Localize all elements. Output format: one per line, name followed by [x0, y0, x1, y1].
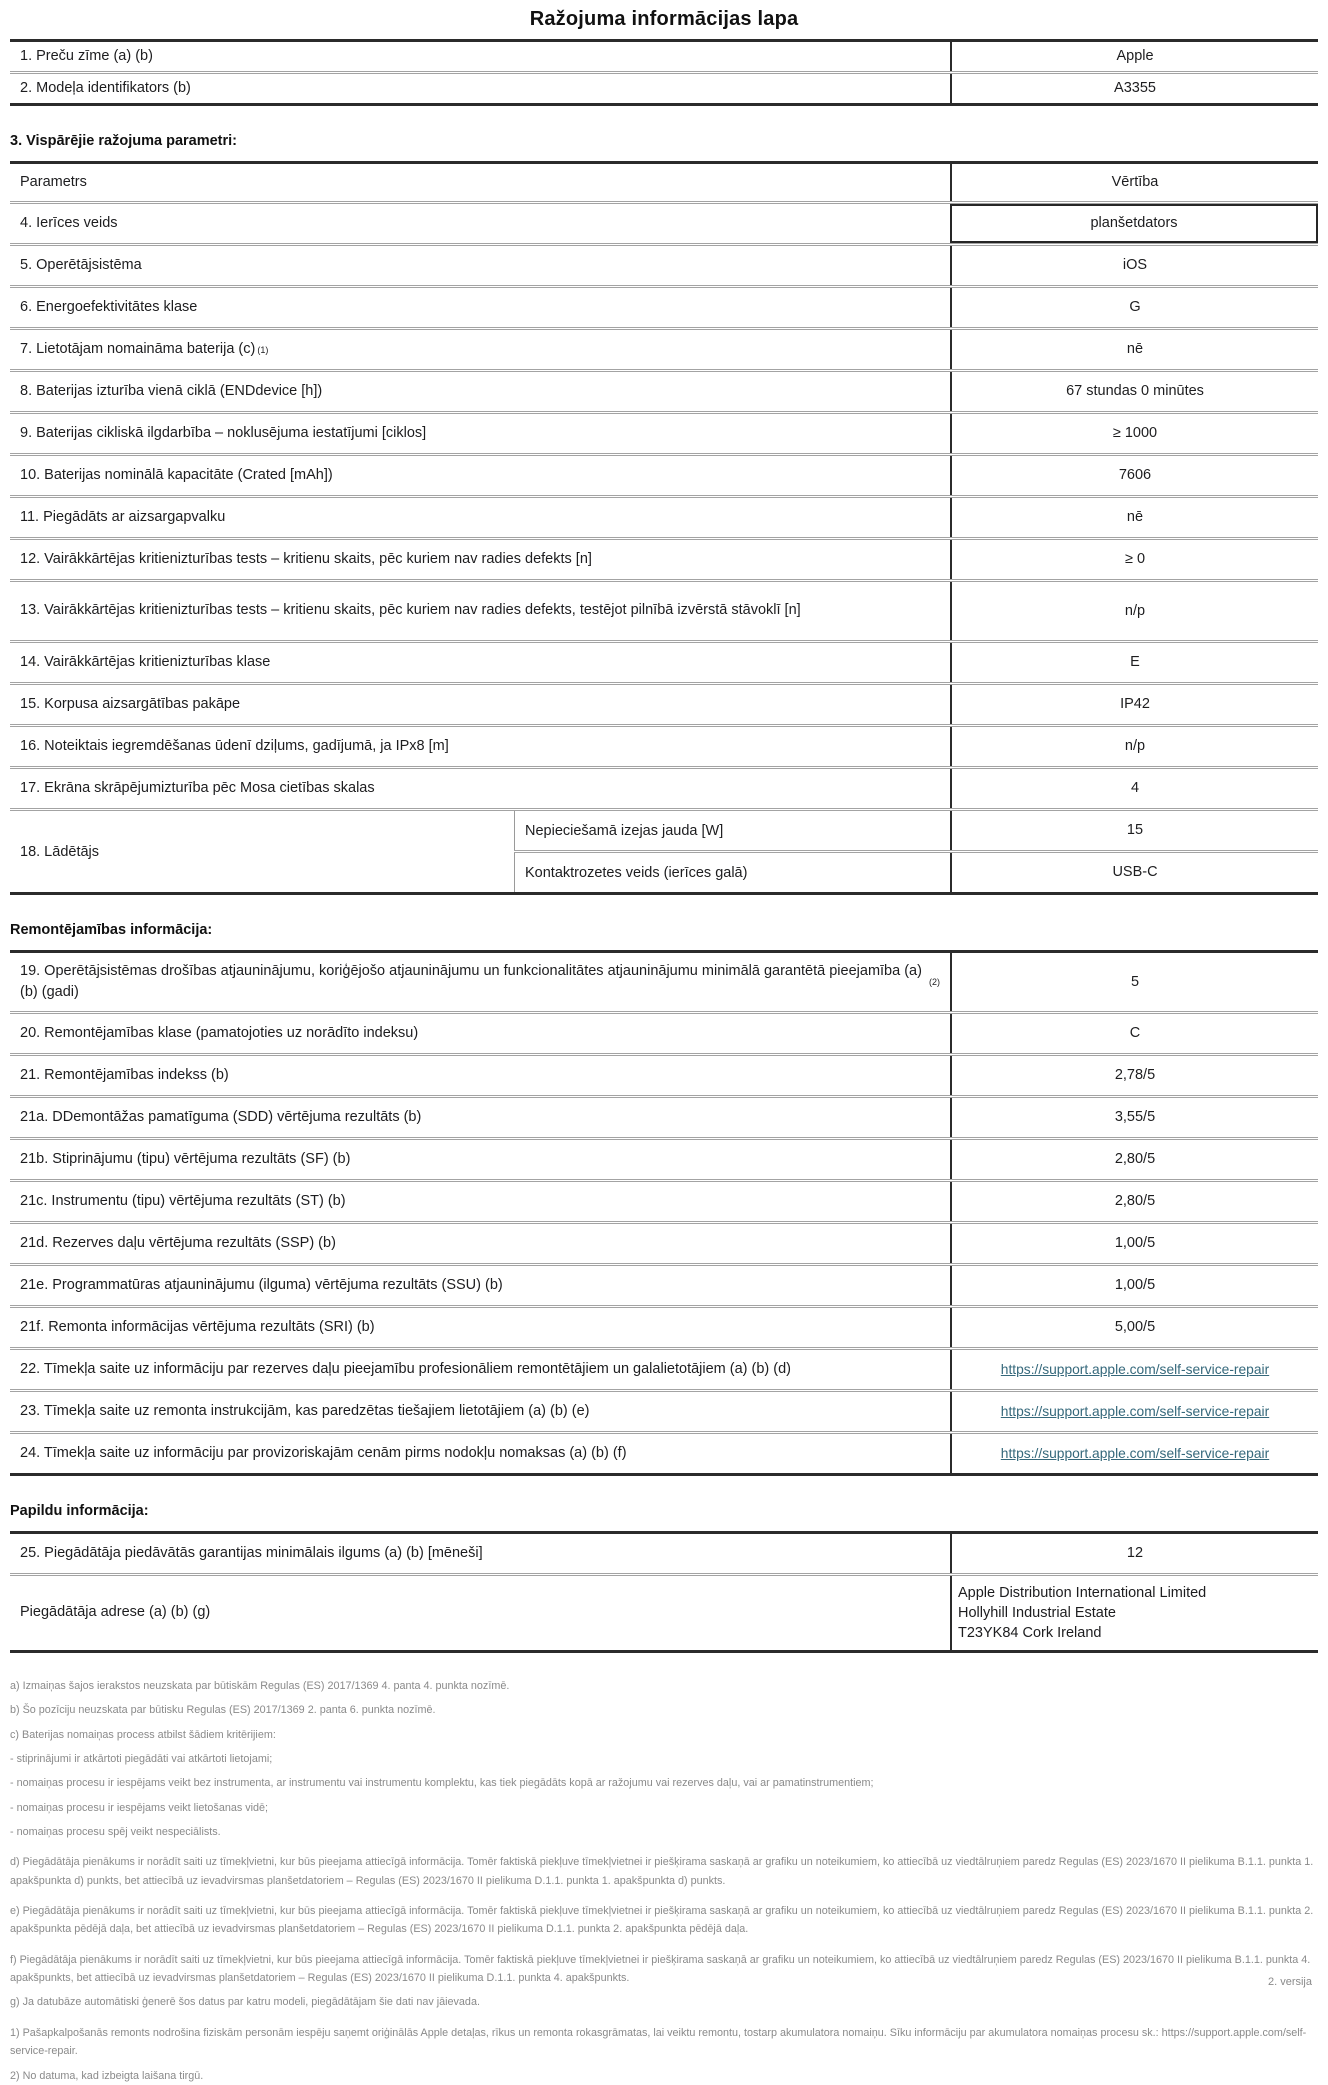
row-label-text: 1. Preču zīme (a) (b) — [20, 47, 153, 64]
general-parameters-table — [10, 161, 1318, 895]
row-label-text: 6. Energoefektivitātes klase — [20, 298, 198, 315]
row-value: 2,80/5 — [950, 1140, 1318, 1179]
table-row — [10, 808, 1318, 892]
row-label-text: 8. Baterijas izturība vienā ciklā (ENDdevice [h]) — [20, 382, 323, 399]
column-header-vertiba: Vērtība — [950, 164, 1318, 201]
row-label-text: 4. Ierīces veids — [20, 214, 118, 231]
charger-subrows — [514, 811, 1318, 892]
column-header-text: Parametrs — [20, 173, 87, 190]
row-label — [10, 727, 950, 766]
table-header-row — [10, 164, 1318, 201]
additional-info-table — [10, 1531, 1318, 1653]
repairability-table — [10, 950, 1318, 1476]
address-line: Apple Distribution International Limited — [958, 1585, 1207, 1601]
row-label — [10, 1350, 950, 1389]
column-header-parametrs — [10, 164, 950, 201]
table-row — [10, 953, 1318, 1011]
row-label — [10, 1576, 950, 1650]
row-value: 7606 — [950, 456, 1318, 495]
table-row — [10, 495, 1318, 537]
footnote: - nomaiņas procesu ir iespējams veikt lietošanas vidē; — [10, 1801, 269, 1814]
row-label — [10, 74, 950, 103]
table-row — [10, 369, 1318, 411]
row-label — [10, 1392, 950, 1431]
table-row — [10, 1263, 1318, 1305]
row-label — [10, 643, 950, 682]
row-value: Apple — [950, 42, 1318, 71]
table-row — [10, 1573, 1318, 1650]
section-heading-repairability: Remontējamības informācija: — [10, 922, 213, 938]
row-label — [10, 1056, 950, 1095]
page-title: Ražojuma informācijas lapa — [529, 8, 799, 30]
row-value: 3,55/5 — [950, 1098, 1318, 1137]
row-label — [10, 1182, 950, 1221]
footnote: g) Ja datubāze automātiski ģenerē šos datus par katru modeli, piegādātājam šie dati nav jāievada. — [10, 1996, 480, 2009]
row-label-text: 7. Lietotājam nomaināma baterija (c) — [20, 340, 256, 357]
row-value: G — [950, 288, 1318, 327]
row-value: ≥ 0 — [950, 540, 1318, 579]
row-label — [10, 582, 950, 640]
charger-subrow — [514, 850, 1318, 892]
row-value: 2,78/5 — [950, 1056, 1318, 1095]
row-label — [10, 372, 950, 411]
row-label-text: 14. Vairākkārtējas kritienizturības klase — [20, 653, 271, 670]
table-row — [10, 1534, 1318, 1573]
row-label — [10, 685, 950, 724]
row-value: IP42 — [950, 685, 1318, 724]
row-value: iOS — [950, 246, 1318, 285]
version-note: 2. versija — [1267, 1976, 1312, 1988]
table-row — [10, 1011, 1318, 1053]
table-row — [10, 766, 1318, 808]
section-heading-general: 3. Vispārējie ražojuma parametri: — [10, 133, 238, 149]
row-label-text: 9. Baterijas cikliskā ilgdarbība – noklusējuma iestatījumi [ciklos] — [20, 424, 427, 441]
row-value: n/p — [950, 582, 1318, 640]
table-row — [10, 537, 1318, 579]
row-value — [950, 1576, 1318, 1650]
table-row — [10, 1053, 1318, 1095]
table-row — [10, 71, 1318, 103]
table-row — [10, 243, 1318, 285]
row-label-text: 21e. Programmatūras atjauninājumu (ilguma) vērtējuma rezultāts (SSU) (b) — [20, 1276, 503, 1293]
row-label — [10, 1308, 950, 1347]
subrow-label: Kontaktrozetes veids (ierīces galā) — [514, 853, 950, 892]
row-value — [950, 1392, 1318, 1431]
footnote: c) Baterijas nomaiņas process atbilst šādiem kritērijiem: — [10, 1728, 276, 1741]
row-label — [10, 42, 950, 71]
table-row — [10, 1137, 1318, 1179]
table-row — [10, 285, 1318, 327]
row-value: 1,00/5 — [950, 1266, 1318, 1305]
row-label — [10, 1266, 950, 1305]
table-row — [10, 1347, 1318, 1389]
row-label — [10, 1434, 950, 1473]
table-row — [10, 453, 1318, 495]
table-row — [10, 327, 1318, 369]
row-label-text: 15. Korpusa aizsargātības pakāpe — [20, 695, 241, 712]
row-value: 15 — [950, 811, 1318, 850]
table-row — [10, 1221, 1318, 1263]
row-value: 5,00/5 — [950, 1308, 1318, 1347]
table-row — [10, 1095, 1318, 1137]
address-line: T23YK84 Cork Ireland — [958, 1625, 1102, 1641]
row-label-text: Piegādātāja adrese (a) (b) (g) — [20, 1604, 211, 1621]
footnote: d) Piegādātāja pienākums ir norādīt saiti uz tīmekļvietni, kur būs pieejama attiecīgā informācija. Tomēr faktiskā piekļuve tīmekļvietnei ir piešķirama saskaņā ar grafiku un noteikumiem, ko attiecībā uz viedtālruņiem paredz Regulas (ES) 2023/1670 II pielikuma B.1.1. punkta 1. apakšpunkta d) punkts, bet attiecībā uz ievadvirsmas planšetdatoriem – Regulas (ES) 2023/1670 II pielikuma D.1.1. punkta 1. apakšpunkta d) punkts. — [10, 1856, 1314, 1887]
row-value: 12 — [950, 1534, 1318, 1573]
section-heading-additional: Papildu informācija: — [10, 1503, 149, 1519]
row-value — [950, 1434, 1318, 1473]
row-label: 19. Operētājsistēmas drošības atjauninājumu, koriģējošo atjauninājumu un funkcionalitātes atjauninājumu minimālā garantētā pieejamība (a) (b) (gadi) (2) — [10, 953, 950, 1011]
row-label-text: 21. Remontējamības indekss (b) — [20, 1066, 229, 1083]
row-label — [10, 1534, 950, 1573]
table-row — [10, 640, 1318, 682]
row-value: n/p — [950, 727, 1318, 766]
row-value: ≥ 1000 — [950, 414, 1318, 453]
row-label-text: 20. Remontējamības klase (pamatojoties uz norādīto indeksu) — [20, 1024, 419, 1041]
footnote: b) Šo pozīciju neuzskata par būtisku Regulas (ES) 2017/1369 2. panta 6. punkta nozīmē. — [10, 1704, 436, 1717]
footnote: f) Piegādātāja pienākums ir norādīt saiti uz tīmekļvietni, kur būs pieejama attiecīgā informācija. Tomēr faktiskā piekļuve tīmekļvietnei ir piešķirama saskaņā ar grafiku un noteikumiem, ko attiecībā uz viedtālruņiem paredz Regulas (ES) 2023/1670 II pielikuma B.1.1. punkta 4. apakšpunkts, bet attiecībā uz ievadvirsmas planšetdatoriem – Regulas (ES) 2023/1670 II pielikuma D.1.1. punkta 4. apakšpunkts. — [10, 1953, 1311, 1985]
row-value: 4 — [950, 769, 1318, 808]
row-label-text: 12. Vairākkārtējas kritienizturības tests – kritienu skaits, pēc kuriem nav radies defekts [n] — [20, 550, 592, 567]
footnote: a) Izmaiņas šajos ierakstos neuzskata par būtiskām Regulas (ES) 2017/1369 4. panta 4. punkta nozīmē. — [10, 1680, 510, 1692]
row-value: 2,80/5 — [950, 1182, 1318, 1221]
repair-link[interactable]: https://support.apple.com/self-service-repair — [1000, 1445, 1270, 1461]
table-row — [10, 1389, 1318, 1431]
table-row — [10, 724, 1318, 766]
table-row — [10, 201, 1318, 243]
row-label-text: 22. Tīmekļa saite uz informāciju par rezerves daļu pieejamību profesionāliem remontētājiem un galalietotājiem (a) (b) (d) — [20, 1360, 791, 1377]
row-label-text: 21c. Instrumentu (tipu) vērtējuma rezultāts (ST) (b) — [20, 1192, 346, 1209]
footnote: - stiprinājumi ir atkārtoti piegādāti vai atkārtoti lietojami; — [10, 1753, 273, 1766]
footnote: 2) No datuma, kad izbeigta laišana tirgū. — [10, 2069, 204, 2082]
row-label-text: 25. Piegādātāja piedāvātās garantijas minimālais ilgums (a) (b) [mēneši] — [20, 1544, 483, 1561]
row-label-text: 21d. Rezerves daļu vērtējuma rezultāts (SSP) (b) — [20, 1234, 336, 1251]
row-label-text: 10. Baterijas nominālā kapacitāte (Crated [mAh]) — [20, 466, 333, 483]
row-label — [10, 1098, 950, 1137]
row-value: A3355 — [950, 74, 1318, 103]
row-label — [10, 498, 950, 537]
identification-table — [10, 39, 1318, 106]
footnote: e) Piegādātāja pienākums ir norādīt saiti uz tīmekļvietni, kur būs pieejama attiecīgā informācija. Tomēr faktiskā piekļuve tīmekļvietnei ir piešķirama saskaņā ar grafiku un noteikumiem, ko attiecībā uz viedtālruņiem paredz Regulas (ES) 2023/1670 II pielikuma B.1.1. punkta 2. apakšpunkta pēdējā daļa, bet attiecībā uz ievadvirsmas planšetdatoriem – Regulas (ES) 2023/1670 II pielikuma D.1.1. punkta 2. apakšpunkta pēdējā daļa. — [10, 1905, 1314, 1936]
row-label: 7. Lietotājam nomaināma baterija (c) (1) — [10, 330, 950, 369]
row-label-text: 13. Vairākkārtējas kritienizturības tests – kritienu skaits, pēc kuriem nav radies defekts, testējot pilnībā izvērstā stāvoklī [n] — [20, 602, 801, 619]
row-value: planšetdators — [950, 204, 1318, 243]
row-label — [10, 288, 950, 327]
row-label-text: 21a. DDemontāžas pamatīguma (SDD) vērtējuma rezultāts (b) — [20, 1108, 422, 1125]
row-label — [10, 456, 950, 495]
table-row — [10, 1305, 1318, 1347]
charger-subrow — [514, 811, 1318, 850]
row-label — [10, 204, 950, 243]
footnote: - nomaiņas procesu ir iespējams veikt bez instrumenta, ar instrumentu vai instrumentu komplektu, kas tiek piegādāts kopā ar ražojumu vai rezerves daļu, vai ar pamatinstrumentiem; — [10, 1777, 874, 1790]
row-label-text: 5. Operētājsistēma — [20, 256, 142, 273]
table-row — [10, 579, 1318, 640]
address-line: Hollyhill Industrial Estate — [958, 1605, 1116, 1621]
row-label-text: 19. Operētājsistēmas drošības atjauninājumu, koriģējošo atjauninājumu un funkcionalitātes atjauninājumu minimālā garantētā pieejamība (a) (b) (gadi) — [20, 962, 922, 1000]
row-label-text: 23. Tīmekļa saite uz remonta instrukcijām, kas paredzētas tiešajiem lietotājiem (a) (b) (e) — [20, 1402, 590, 1419]
table-row — [10, 42, 1318, 71]
row-value: nē — [950, 330, 1318, 369]
footnotes — [10, 1677, 1318, 2085]
row-value: C — [950, 1014, 1318, 1053]
row-label-text: 11. Piegādāts ar aizsargapvalku — [20, 508, 226, 525]
row-label — [10, 1140, 950, 1179]
row-value: 5 — [950, 953, 1318, 1011]
row-label — [10, 769, 950, 808]
row-label-text: 21f. Remonta informācijas vērtējuma rezultāts (SRI) (b) — [20, 1318, 375, 1335]
table-row — [10, 1179, 1318, 1221]
row-label-text: 24. Tīmekļa saite uz informāciju par provizoriskajām cenām pirms nodokļu nomaksas (a) (b) (f) — [20, 1444, 627, 1461]
footnote: 1) Pašapkalpošanās remonts nodrošina fiziskām personām iespēju saņemt oriģinālās Apple detaļas, rīkus un remonta rokasgrāmatas, lai veiktu remontu, tostarp akumulatora nomaiņu. Sīku informāciju par akumulatora nomaiņas procesu sk.: https://support.apple.com/self-service-repair. — [10, 2026, 1307, 2058]
subrow-label: Nepieciešamā izejas jauda [W] — [514, 811, 950, 850]
row-label — [10, 414, 950, 453]
repair-link[interactable]: https://support.apple.com/self-service-repair — [1000, 1403, 1270, 1419]
row-label — [10, 1014, 950, 1053]
table-row — [10, 682, 1318, 724]
row-value: E — [950, 643, 1318, 682]
row-value: nē — [950, 498, 1318, 537]
table-row — [10, 1431, 1318, 1473]
row-label — [10, 1224, 950, 1263]
row-value — [950, 1350, 1318, 1389]
row-label: 18. Lādētājs — [20, 843, 100, 860]
row-label-text: 16. Noteiktais iegremdēšanas ūdenī dziļums, gadījumā, ja IPx8 [m] — [20, 737, 449, 754]
row-label-text: 17. Ekrāna skrāpējumizturība pēc Mosa cietības skalas — [20, 779, 375, 796]
table-row — [10, 411, 1318, 453]
row-label — [10, 540, 950, 579]
row-label-text: 2. Modeļa identifikators (b) — [20, 79, 191, 96]
row-value: 1,00/5 — [950, 1224, 1318, 1263]
row-label-text: 21b. Stiprinājumu (tipu) vērtējuma rezultāts (SF) (b) — [20, 1150, 351, 1167]
footnote: - nomaiņas procesu spēj veikt nespeciālists. — [10, 1826, 221, 1839]
repair-link[interactable]: https://support.apple.com/self-service-repair — [1000, 1361, 1270, 1377]
row-value: USB-C — [950, 853, 1318, 892]
row-label — [10, 246, 950, 285]
row-value: 67 stundas 0 minūtes — [950, 372, 1318, 411]
